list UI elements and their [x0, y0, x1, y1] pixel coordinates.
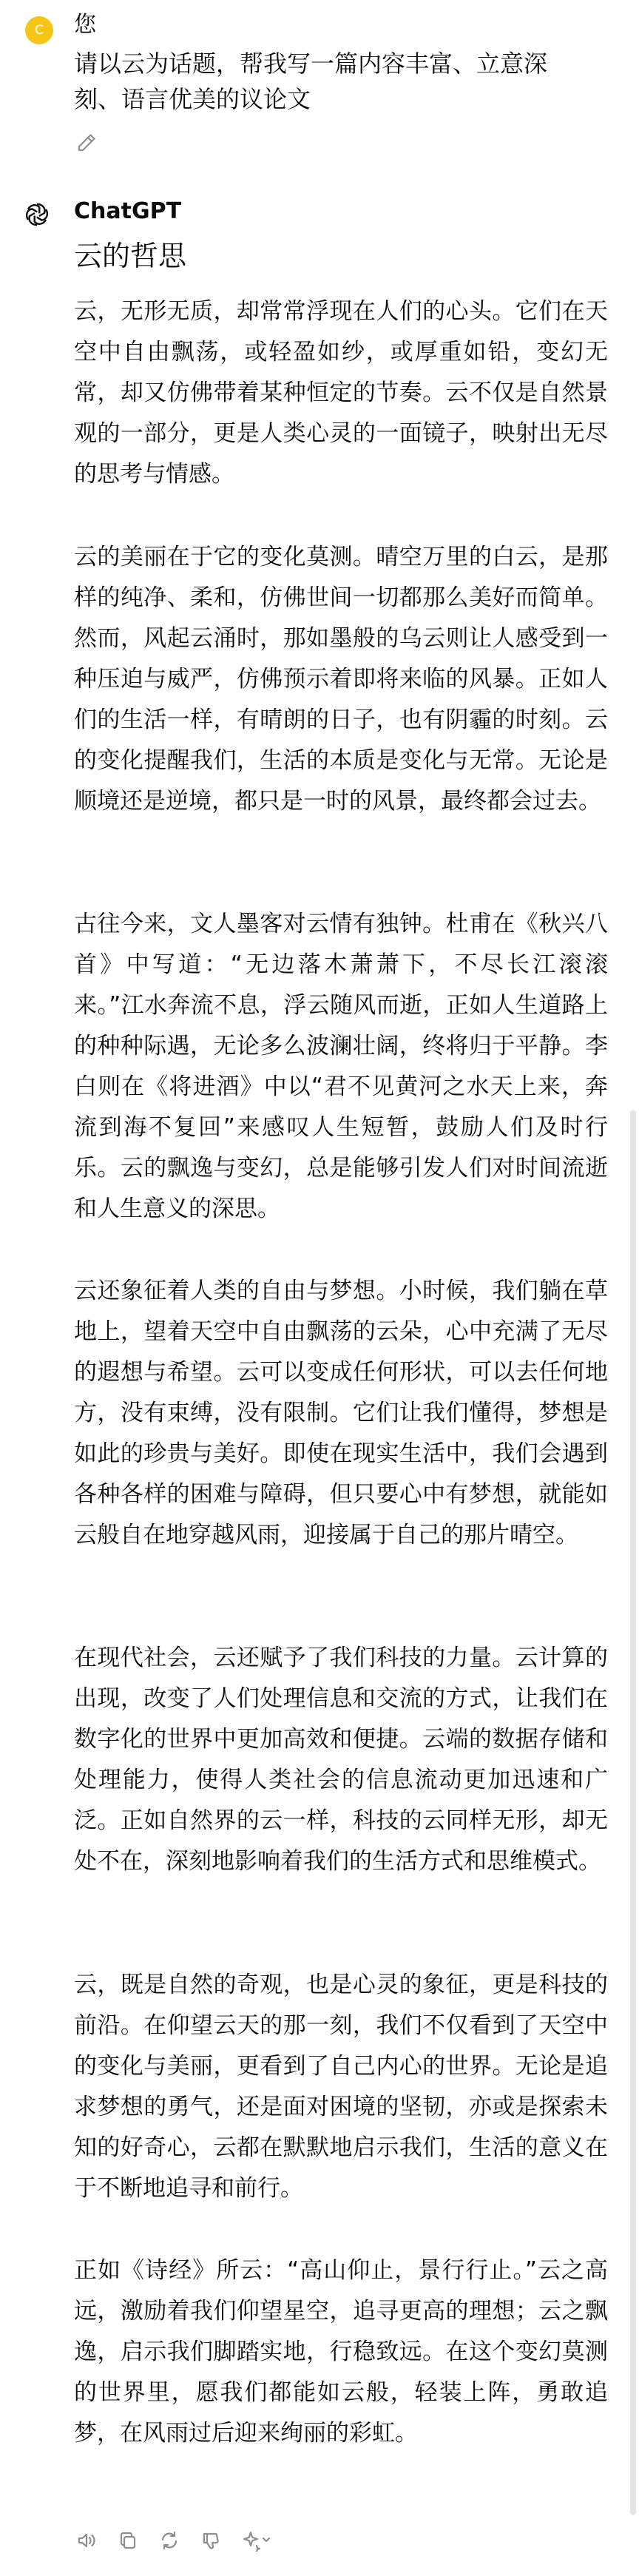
speaker-icon[interactable] [74, 2528, 99, 2553]
essay-paragraph: 古往今来，文人墨客对云情有独钟。杜甫在《秋兴八首》中写道：“无边落木萧萧下，不尽长江滚滚来。”江水奔流不息，浮云随风而逝，正如人生道路上的种种际遇，无论多么波澜壮阔，终将归于平静。李白则在《将进酒》中以“君不见黄河之水天上来，奔流到海不复回”来感叹人生短暂，鼓励人们及时行乐。云的飘逸与变幻，总是能够引发人们对时间流逝和人生意义的深思。 [74, 911, 608, 1222]
copy-icon[interactable] [115, 2528, 141, 2553]
user-name: 您 [74, 12, 96, 38]
essay-paragraph: 云，无形无质，却常常浮现在人们的心头。它们在天空中自由飘荡，或轻盈如纱，或厚重如铅，变幻无常，却又仿佛带着某种恒定的节奏。云不仅是自然景观的一部分，更是人类心灵的一面镜子，映射出无尽的思考与情感。 [74, 298, 608, 488]
chatgpt-logo-icon [22, 200, 52, 229]
essay-paragraph: 在现代社会，云还赋予了我们科技的力量。云计算的出现，改变了人们处理信息和交流的方式，让我们在数字化的世界中更加高效和便捷。云端的数据存储和处理能力，使得人类社会的信息流动更加迅速和广泛。正如自然界的云一样，科技的云同样无形，却无处不在，深刻地影响着我们的生活方式和思维模式。 [74, 1645, 608, 1875]
scrollbar-track[interactable] [627, 0, 639, 2576]
scrollbar-thumb[interactable] [630, 1110, 636, 2515]
assistant-name: ChatGPT [74, 198, 182, 224]
edit-pencil-icon[interactable] [74, 130, 99, 155]
user-message [0, 0, 627, 174]
user-avatar: C [25, 16, 53, 44]
essay-title: 云的哲思 [74, 240, 187, 272]
thumbs-down-icon[interactable] [198, 2528, 223, 2553]
essay-paragraph: 云的美丽在于它的变化莫测。晴空万里的白云，是那样的纯净、柔和，仿佛世间一切都那么美好而简单。然而，风起云涌时，那如墨般的乌云则让人感受到一种压迫与威严，仿佛预示着即将来临的风暴。正如人们的生活一样，有晴朗的日子，也有阴霾的时刻。云的变化提醒我们，生活的本质是变化与无常。无论是顺境还是逆境，都只是一时的风景，最终都会过去。 [74, 544, 608, 815]
user-message-text: 请以云为话题，帮我写一篇内容丰富、立意深刻、语言优美的议论文 [74, 50, 548, 113]
essay-paragraph: 云，既是自然的奇观，也是心灵的象征，更是科技的前沿。在仰望云天的那一刻，我们不仅看到了天空中的变化与美丽，更看到了自己内心的世界。无论是追求梦想的勇气，还是面对困境的坚韧，亦或是探索未知的好奇心，云都在默默地启示我们，生活的意义在于不断地追寻和前行。 [74, 1972, 608, 2202]
message-action-bar [74, 2526, 274, 2555]
regenerate-icon[interactable] [157, 2528, 182, 2553]
model-switch-sparkle-icon[interactable] [240, 2528, 274, 2553]
essay-paragraph: 云还象征着人类的自由与梦想。小时候，我们躺在草地上，望着天空中自由飘荡的云朵，心中充满了无尽的遐想与希望。云可以变成任何形状，可以去任何地方，没有束缚，没有限制。它们让我们懂得，梦想是如此的珍贵与美好。即使在现实生活中，我们会遇到各种各样的困难与障碍，但只要心中有梦想，就能如云般自在地穿越风雨，迎接属于自己的那片晴空。 [74, 1278, 608, 1548]
essay-paragraph: 正如《诗经》所云：“高山仰止，景行行止。”云之高远，激励着我们仰望星空，追寻更高的理想；云之飘逸，启示我们脚踏实地，行稳致远。在这个变幻莫测的世界里，愿我们都能如云般，轻装上阵，勇敢追梦，在风雨过后迎来绚丽的彩虹。 [74, 2257, 608, 2447]
